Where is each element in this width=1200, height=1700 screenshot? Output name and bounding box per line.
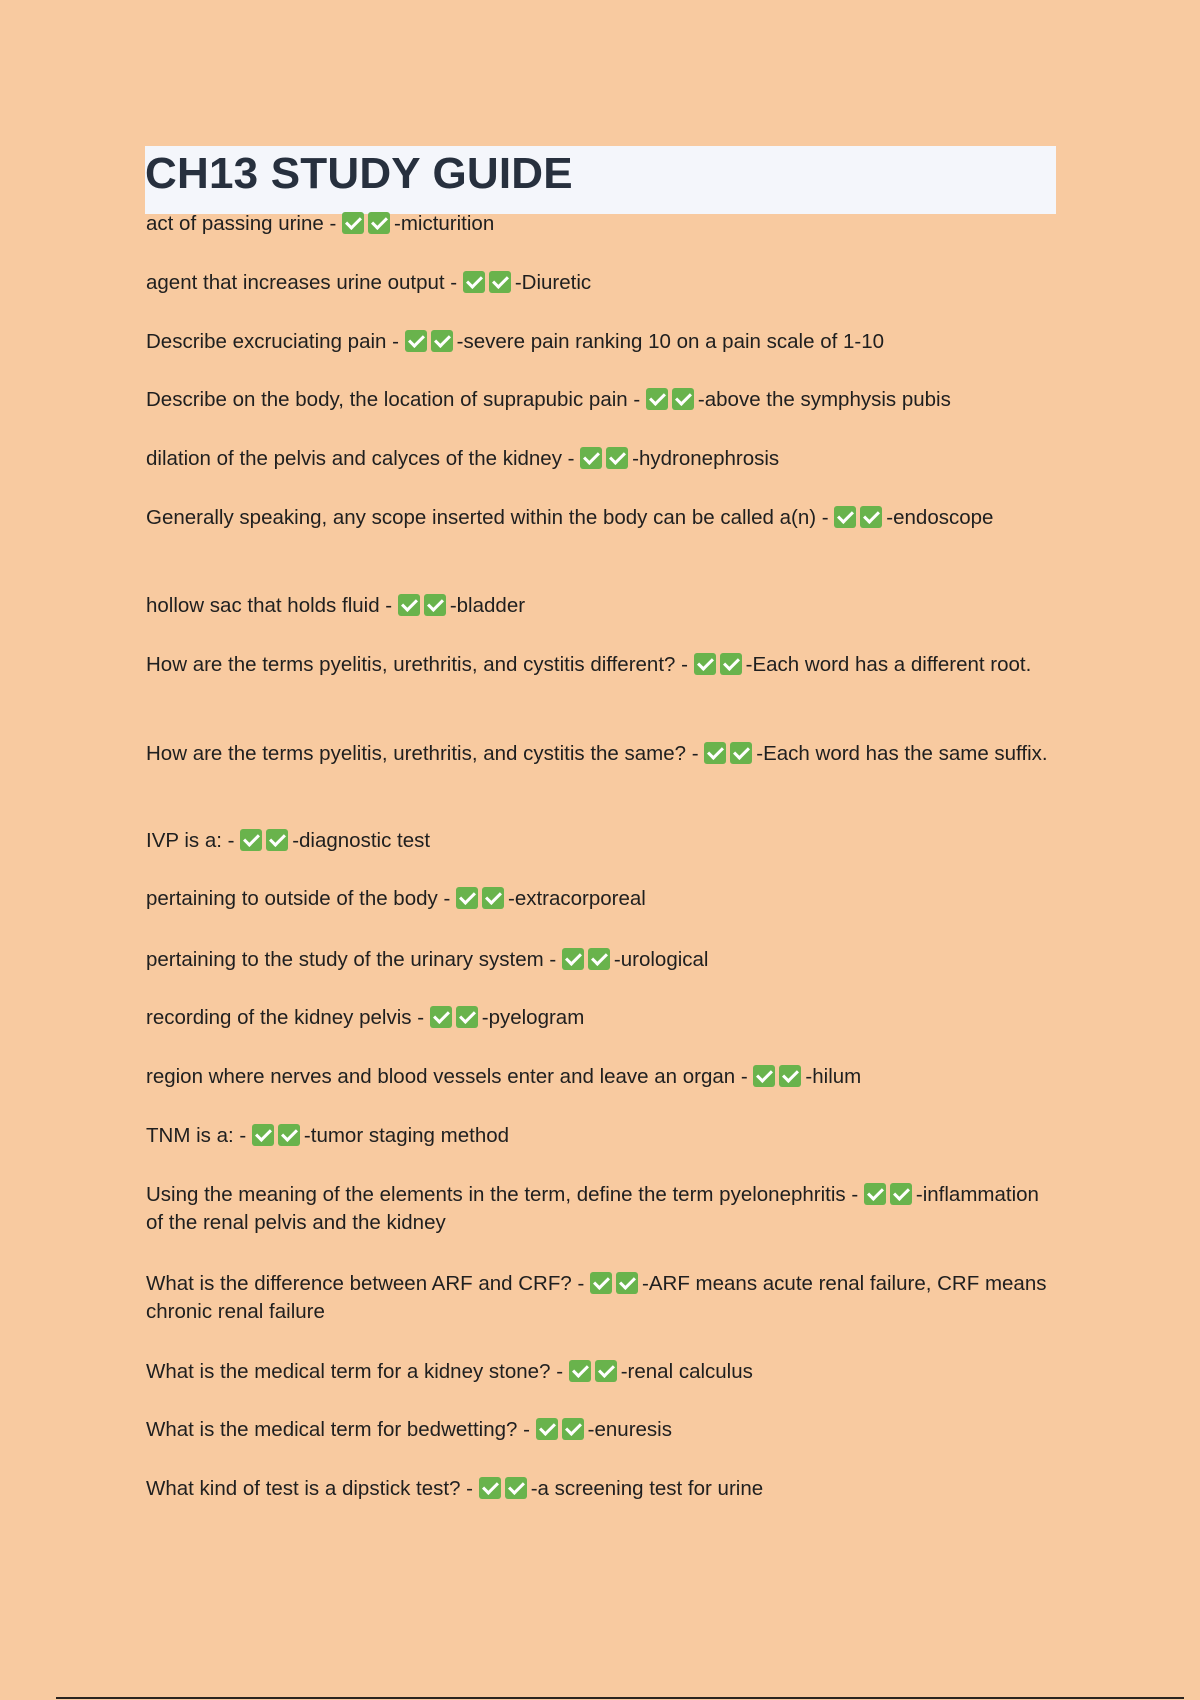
entry-separator: - <box>627 388 646 411</box>
entry-question: What is the medical term for bedwetting? <box>146 1418 518 1441</box>
entry-question: How are the terms pyelitis, urethritis, and cystitis different? <box>146 653 676 676</box>
check-mark-icon <box>672 388 694 410</box>
check-mark-icon <box>860 506 882 528</box>
entry-answer: tumor staging method <box>310 1124 510 1147</box>
entry-question: act of passing urine <box>146 212 324 235</box>
entry-separator: - <box>543 948 562 971</box>
check-mark-icon <box>646 388 668 410</box>
check-mark-icon <box>479 1477 501 1499</box>
check-mark-icon <box>398 594 420 616</box>
check-mark-icon <box>704 742 726 764</box>
entry-answer: Diuretic <box>521 271 592 294</box>
answer-prefix: - <box>507 887 515 910</box>
check-mark-icon <box>456 887 478 909</box>
check-mark-icon <box>569 1360 591 1382</box>
study-entry <box>146 1358 1056 1386</box>
answer-prefix: - <box>530 1477 538 1500</box>
entry-separator: - <box>386 330 405 353</box>
study-entry <box>146 946 1056 974</box>
entry-answer: micturition <box>400 212 495 235</box>
entry-question: Describe on the body, the location of suprapubic pain <box>146 388 628 411</box>
entry-answer: endoscope <box>893 506 994 529</box>
study-entry <box>146 1004 1056 1032</box>
entry-separator: - <box>437 887 456 910</box>
check-mark-icon <box>890 1183 912 1205</box>
entry-question: What is the difference between ARF and CRF? <box>146 1272 572 1295</box>
entry-answer: pyelogram <box>488 1006 585 1029</box>
bottom-divider <box>56 1697 1184 1699</box>
check-mark-icon <box>431 330 453 352</box>
answer-marker <box>536 1418 595 1441</box>
check-mark-icon <box>562 948 584 970</box>
entry-question: How are the terms pyelitis, urethritis, and cystitis the same? <box>146 742 687 765</box>
answer-prefix: - <box>632 447 639 470</box>
check-mark-icon <box>342 212 364 234</box>
entry-question: TNM is a: <box>146 1124 234 1147</box>
check-mark-icon <box>463 271 485 293</box>
entry-answer: extracorporeal <box>514 887 646 910</box>
entry-question: recording of the kidney pelvis <box>146 1006 412 1029</box>
answer-marker <box>430 1006 489 1029</box>
entry-separator: - <box>550 1360 569 1383</box>
entry-separator: - <box>233 1124 252 1147</box>
check-mark-icon <box>606 447 628 469</box>
answer-prefix: - <box>697 388 705 411</box>
title-banner <box>145 146 1056 214</box>
check-mark-icon <box>720 653 742 675</box>
answer-marker <box>562 948 621 971</box>
entry-question: What kind of test is a dipstick test? <box>146 1477 461 1500</box>
check-mark-icon <box>505 1477 527 1499</box>
check-mark-icon <box>489 271 511 293</box>
check-mark-icon <box>240 829 262 851</box>
entry-question: hollow sac that holds fluid <box>146 594 380 617</box>
answer-prefix: - <box>915 1183 923 1206</box>
answer-marker <box>405 330 464 353</box>
answer-marker <box>704 742 763 765</box>
study-entry <box>146 1416 1056 1444</box>
answer-marker <box>753 1065 812 1088</box>
entry-question: IVP is a: <box>146 829 222 852</box>
study-entry <box>146 1270 1056 1326</box>
check-mark-icon <box>595 1360 617 1382</box>
answer-prefix: - <box>745 653 753 676</box>
study-entry <box>146 1063 1056 1091</box>
answer-prefix: - <box>481 1006 489 1029</box>
check-mark-icon <box>536 1418 558 1440</box>
check-mark-icon <box>278 1124 300 1146</box>
answer-marker <box>398 594 457 617</box>
answer-marker <box>456 887 515 910</box>
entry-answer: above the symphysis pubis <box>704 388 951 411</box>
answer-marker <box>463 271 522 294</box>
entry-separator: - <box>571 1272 591 1295</box>
study-entry <box>146 504 1056 532</box>
entry-question: pertaining to the study of the urinary system <box>146 948 544 971</box>
entry-answer: renal calculus <box>627 1360 753 1383</box>
check-mark-icon <box>864 1183 886 1205</box>
entry-separator: - <box>561 447 581 470</box>
entry-answer: a screening test for urine <box>537 1477 764 1500</box>
page-title: CH13 STUDY GUIDE <box>145 149 573 198</box>
check-mark-icon <box>266 829 288 851</box>
answer-marker <box>479 1477 538 1500</box>
entry-separator: - <box>411 1006 430 1029</box>
entry-answer: hilum <box>812 1065 862 1088</box>
entry-question: agent that increases urine output <box>146 271 445 294</box>
entry-answer: hydronephrosis <box>639 447 780 470</box>
answer-marker <box>569 1360 628 1383</box>
entry-question: Generally speaking, any scope inserted within the body can be called a(n) <box>146 506 817 529</box>
answer-prefix: - <box>756 742 764 765</box>
check-mark-icon <box>482 887 504 909</box>
study-entry <box>146 1475 1056 1503</box>
entry-question: dilation of the pelvis and calyces of the kidney <box>146 447 562 470</box>
check-mark-icon <box>694 653 716 675</box>
answer-prefix: - <box>642 1272 649 1295</box>
study-entry <box>146 1122 1056 1150</box>
entry-answer: inflammation of the renal pelvis and the kidney <box>146 1183 1039 1234</box>
check-mark-icon <box>779 1065 801 1087</box>
check-mark-icon <box>580 447 602 469</box>
entry-question: Using the meaning of the elements in the term, define the term pyelonephritis <box>146 1183 846 1206</box>
answer-prefix: - <box>886 506 894 529</box>
answer-marker <box>646 388 705 411</box>
answer-prefix: - <box>514 271 522 294</box>
check-mark-icon <box>430 1006 452 1028</box>
entry-separator: - <box>221 829 241 852</box>
entry-answer: ARF means acute renal failure, CRF means chronic renal failure <box>146 1272 1047 1323</box>
entry-answer: severe pain ranking 10 on a pain scale of 1-10 <box>463 330 885 353</box>
study-entry <box>146 328 1056 356</box>
answer-marker <box>580 447 639 470</box>
check-mark-icon <box>730 742 752 764</box>
check-mark-icon <box>252 1124 274 1146</box>
entry-question: pertaining to outside of the body <box>146 887 438 910</box>
entry-separator: - <box>686 742 705 765</box>
check-mark-icon <box>405 330 427 352</box>
answer-prefix: - <box>805 1065 813 1088</box>
answer-marker <box>864 1183 923 1206</box>
answer-marker <box>590 1272 649 1295</box>
entry-separator: - <box>735 1065 754 1088</box>
study-entry <box>146 651 1056 679</box>
study-entry <box>146 386 1056 414</box>
entry-separator: - <box>517 1418 536 1441</box>
answer-marker <box>240 829 299 852</box>
entry-question: Describe excruciating pain <box>146 330 387 353</box>
entry-separator: - <box>323 212 342 235</box>
entry-separator: - <box>444 271 463 294</box>
study-entry <box>146 210 1056 238</box>
check-mark-icon <box>588 948 610 970</box>
answer-marker <box>252 1124 311 1147</box>
study-entry <box>146 827 1056 855</box>
entry-answer: Each word has a different root. <box>752 653 1032 676</box>
entry-question: What is the medical term for a kidney stone? <box>146 1360 551 1383</box>
study-entry <box>146 1181 1056 1237</box>
entry-separator: - <box>845 1183 864 1206</box>
check-mark-icon <box>616 1272 638 1294</box>
study-entry <box>146 740 1056 768</box>
answer-marker <box>834 506 893 529</box>
entry-answer: diagnostic test <box>299 829 431 852</box>
study-entry <box>146 269 1056 297</box>
check-mark-icon <box>368 212 390 234</box>
answer-prefix: - <box>303 1124 311 1147</box>
answer-prefix: - <box>449 594 457 617</box>
study-entry <box>146 885 1056 913</box>
entry-separator: - <box>816 506 835 529</box>
entry-separator: - <box>675 653 694 676</box>
answer-prefix: - <box>456 330 464 353</box>
entry-separator: - <box>460 1477 479 1500</box>
entry-answer: Each word has the same suffix. <box>763 742 1048 765</box>
check-mark-icon <box>753 1065 775 1087</box>
check-mark-icon <box>424 594 446 616</box>
answer-prefix: - <box>394 212 401 235</box>
check-mark-icon <box>562 1418 584 1440</box>
check-mark-icon <box>456 1006 478 1028</box>
study-entry <box>146 592 1056 620</box>
answer-prefix: - <box>587 1418 595 1441</box>
check-mark-icon <box>834 506 856 528</box>
entry-answer: urological <box>620 948 709 971</box>
answer-marker <box>694 653 753 676</box>
study-entry <box>146 445 1056 473</box>
entry-question: region where nerves and blood vessels enter and leave an organ <box>146 1065 736 1088</box>
check-mark-icon <box>590 1272 612 1294</box>
entry-answer: enuresis <box>594 1418 672 1441</box>
entry-separator: - <box>379 594 398 617</box>
entry-answer: bladder <box>456 594 526 617</box>
answer-marker <box>342 212 401 235</box>
answer-prefix: - <box>613 948 621 971</box>
answer-prefix: - <box>292 829 300 852</box>
answer-prefix: - <box>620 1360 628 1383</box>
